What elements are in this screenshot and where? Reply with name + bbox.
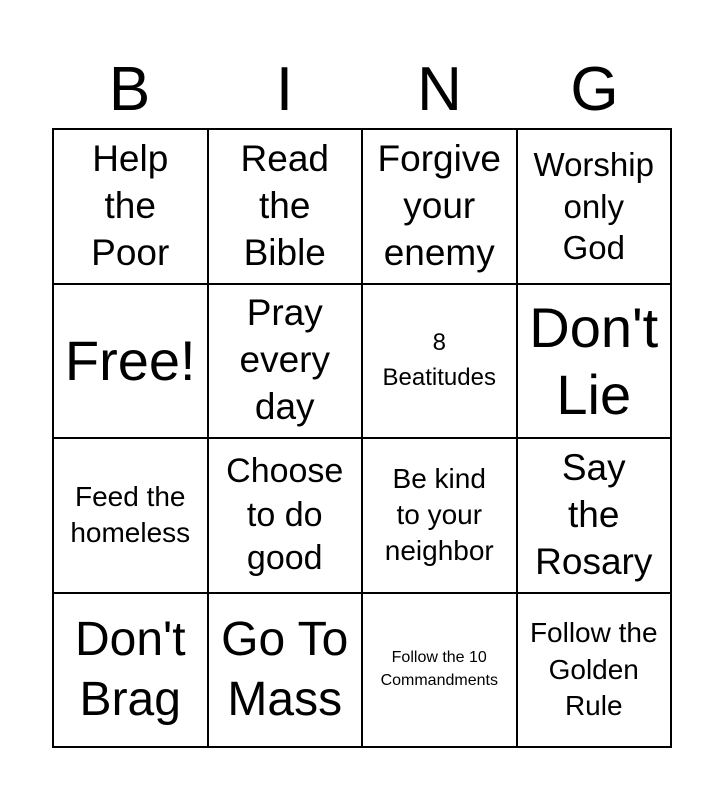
bingo-cell [53, 593, 208, 748]
bingo-cell [362, 593, 517, 748]
bingo-cell [517, 284, 672, 439]
bingo-cell-text: Forgive your enemy [377, 137, 501, 273]
bingo-cell-text: Worship only God [533, 146, 654, 266]
bingo-cell-text: Pray every day [239, 292, 330, 428]
bingo-cell [208, 438, 363, 593]
bingo-cell-text: Don't Lie [529, 295, 659, 426]
bingo-cell [208, 129, 363, 284]
bingo-cell-text: Don't Brag [74, 612, 186, 726]
header-letter-n: N [417, 55, 462, 124]
bingo-cell [53, 129, 208, 284]
bingo-cell [517, 129, 672, 284]
bingo-cell-text: Feed the homeless [70, 480, 191, 549]
header-letter-i: I [275, 55, 294, 124]
bingo-cell [517, 438, 672, 593]
bingo-cell-text: Follow the Golden Rule [529, 617, 658, 721]
bingo-cell [362, 438, 517, 593]
bingo-cell [517, 593, 672, 748]
bingo-cell-text: Free! [64, 329, 196, 393]
bingo-cell-text: 8 Beatitudes [382, 328, 496, 391]
bingo-cell-text: Help the Poor [91, 137, 170, 273]
bingo-cell-text: Choose to do good [226, 452, 344, 577]
bingo-cell-text: Follow the 10 Commandments [380, 649, 498, 689]
bingo-cell [362, 284, 517, 439]
header-letter-b: B [108, 55, 151, 124]
bingo-cell-text: Say the Rosary [535, 446, 653, 582]
bingo-cell-free [53, 284, 208, 439]
header-letter-g: G [570, 55, 619, 124]
bingo-header [52, 52, 672, 128]
bingo-cell [53, 438, 208, 593]
bingo-board [52, 128, 672, 748]
bingo-cell [208, 284, 363, 439]
bingo-cell-text: Go To Mass [221, 612, 349, 726]
bingo-cell-text: Be kind to your neighbor [384, 462, 494, 567]
bingo-cell [208, 593, 363, 748]
bingo-cell-text: Read the Bible [240, 137, 329, 273]
bingo-cell [362, 129, 517, 284]
